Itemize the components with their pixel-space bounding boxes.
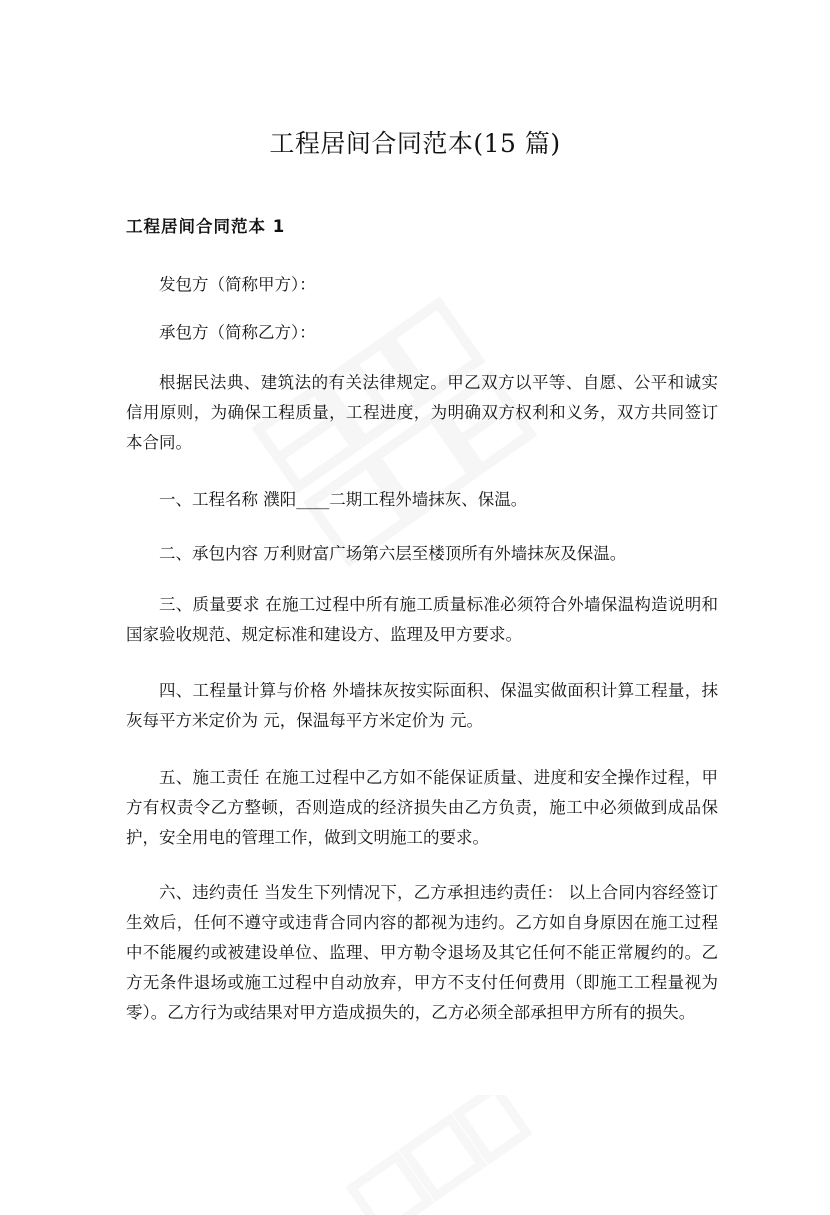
paragraph-quantity-pricing: 四、工程量计算与价格 外墙抹灰按实际面积、保温实做面积计算工程量，抹灰每平方米定价为 元，保温每平方米定价为 元。 [126,681,718,730]
paragraph-construction-responsibility: 五、施工责任 在施工过程中乙方如不能保证质量、进度和安全操作过程，甲方有权责令乙方整顿，否则造成的经济损失由乙方负责，施工中必须做到成品保护，安全用电的管理工作，做到文明施工的要求。 [126,768,718,847]
paragraph-party-b: 承包方（简称乙方）： [159,323,316,342]
document-title: 工程居间合同范本(15 篇) [269,129,561,158]
paragraph-party-a: 发包方（简称甲方）： [159,275,316,294]
paragraph-project-name: 一、工程名称 濮阳____二期工程外墙抹灰、保温。 [159,490,528,509]
paragraph-contract-scope: 二、承包内容 万利财富广场第六层至楼顶所有外墙抹灰及保温。 [159,544,627,563]
section-title: 工程居间合同范本 1 [126,217,286,236]
watermark-seal-icon [330,1095,550,1215]
paragraph-preamble: 根据民法典、建筑法的有关法律规定。甲乙双方以平等、自愿、公平和诚实信用原则，为确保工程质量，工程进度，为明确双方权利和义务，双方共同签订本合同。 [126,373,718,452]
paragraph-breach-liability: 六、违约责任 当发生下列情况下，乙方承担违约责任： 以上合同内容经签订生效后，任何不遵守或违背合同内容的都视为违约。乙方如自身原因在施工过程中不能履约或被建设单位、监理、甲方勒令退场及其它任何不能正常履约的。乙方无条件退场或施工过程中自动放弃，甲方不支付任何费用（即施工工程量视为零）。乙方行为或结果对甲方造成损失的，乙方必须全部承担甲方所有的损失。 [126,883,718,1022]
paragraph-quality-requirements: 三、质量要求 在施工过程中所有施工质量标准必须符合外墙保温构造说明和国家验收规范、规定标准和建设方、监理及甲方要求。 [126,595,718,644]
